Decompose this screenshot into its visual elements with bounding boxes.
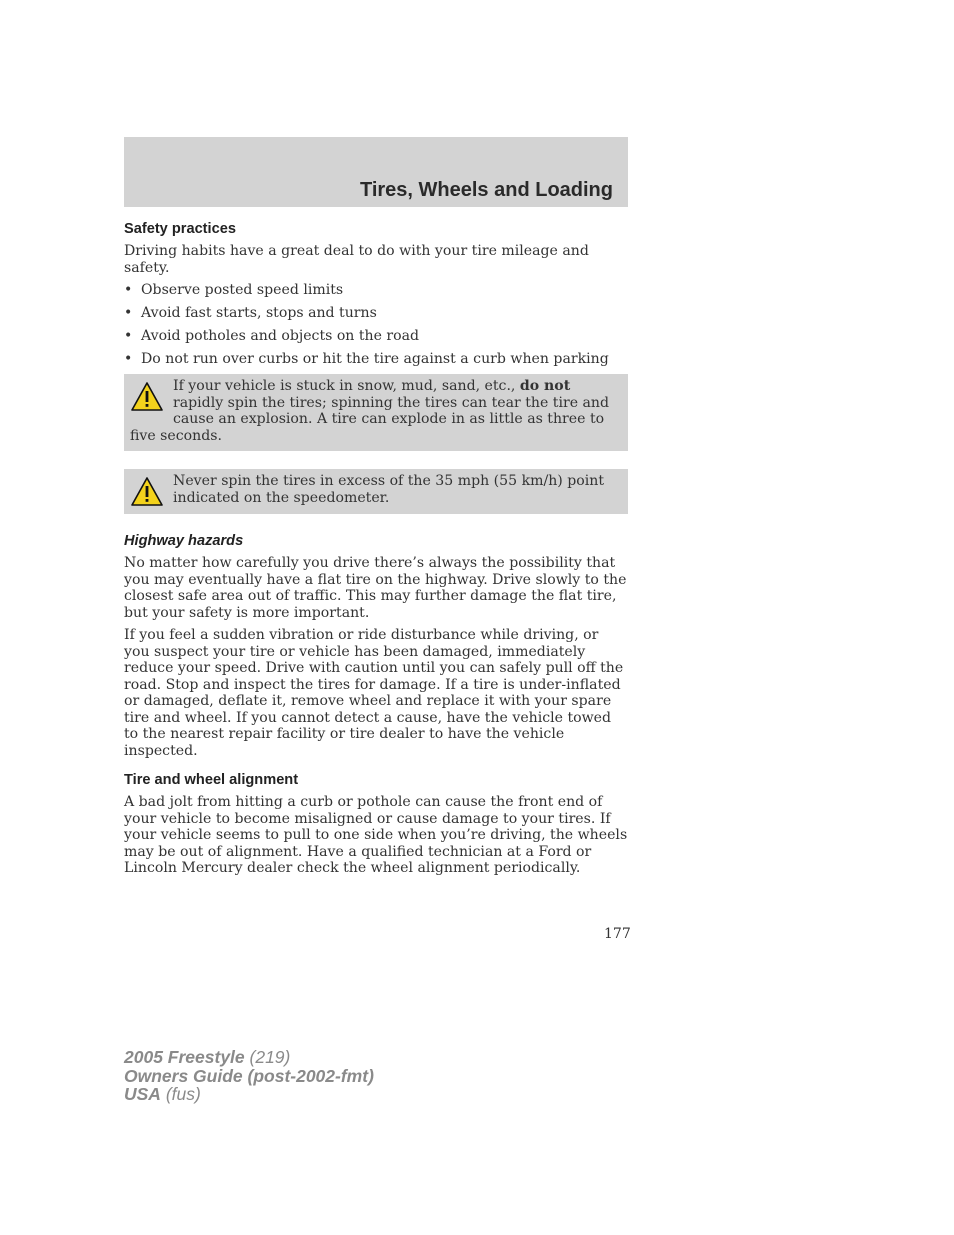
bullet-icon: • xyxy=(124,282,133,299)
page-content xyxy=(124,220,628,877)
safety-intro: Driving habits have a great deal to do with your tire mileage and safety. xyxy=(124,243,589,276)
warning-triangle-icon xyxy=(130,476,164,508)
footer-line-2: Owners Guide (post-2002-fmt) xyxy=(124,1065,374,1086)
bullet-icon: • xyxy=(124,350,133,367)
warning-box-spin-speed: Never spin the tires in excess of the 35 mph (55 km/h) point indicated on the speedometer. xyxy=(124,469,628,514)
highway-hazards-heading: Highway hazards xyxy=(124,533,244,550)
warning-triangle-icon xyxy=(130,381,164,413)
footer-line-1: 2005 Freestyle (219) xyxy=(124,1047,291,1067)
alignment-paragraph: A bad jolt from hitting a curb or pothole can cause the front end of your vehicle to become misaligned or cause damage to your tires. If your vehicle seems to pull to one side when you’re driving, the wheels may be out of alignment. Have a qualified technician at a Ford or Lincoln Mercury dealer check the wheel alignment periodically. xyxy=(124,794,628,877)
highway-paragraph-1: No matter how carefully you drive there’s always the possibility that you may eventually have a flat tire on the highway. Drive slowly to the closest safe area out of traffic. This may further damage the flat tire, but your safety is more important. xyxy=(124,555,627,621)
list-item: • Avoid potholes and objects on the road xyxy=(124,327,420,344)
do-not-emphasis: do not xyxy=(519,378,571,395)
chapter-title: Tires, Wheels and Loading xyxy=(359,179,613,201)
list-item: • Avoid fast starts, stops and turns xyxy=(124,305,377,322)
highway-paragraph-2: If you feel a sudden vibration or ride disturbance while driving, or you suspect your tire or vehicle has been damaged, immediately reduce your speed. Drive with caution until you can safely pull off the road. Stop and inspect the tires for damage. If a tire is under-inflated or damaged, deflate it, remove wheel and replace it with your spare tire and wheel. If you cannot detect a cause, have the vehicle towed to the nearest repair facility or tire dealer to have the vehicle inspected. xyxy=(124,627,624,759)
page-number: 177 xyxy=(604,926,631,942)
bullet-icon: • xyxy=(124,327,133,344)
document-footer xyxy=(124,1048,374,1104)
footer-line-3: USA (fus) xyxy=(124,1084,201,1104)
safety-practices-heading: Safety practices xyxy=(124,221,236,237)
list-item: • Observe posted speed limits xyxy=(124,282,344,299)
chapter-header xyxy=(124,137,628,207)
warning-box-spin-stuck: If your vehicle is stuck in snow, mud, sand, etc., do not rapidly spin the tires; spinning the tires can tear the tire and cause an explosion. A tire can explode in as little as three to five seconds. xyxy=(124,374,628,451)
alignment-heading: Tire and wheel alignment xyxy=(124,772,299,789)
list-item: • Do not run over curbs or hit the tire against a curb when parking xyxy=(124,350,609,367)
bullet-icon: • xyxy=(124,305,133,322)
safety-bullet-list xyxy=(124,282,628,367)
